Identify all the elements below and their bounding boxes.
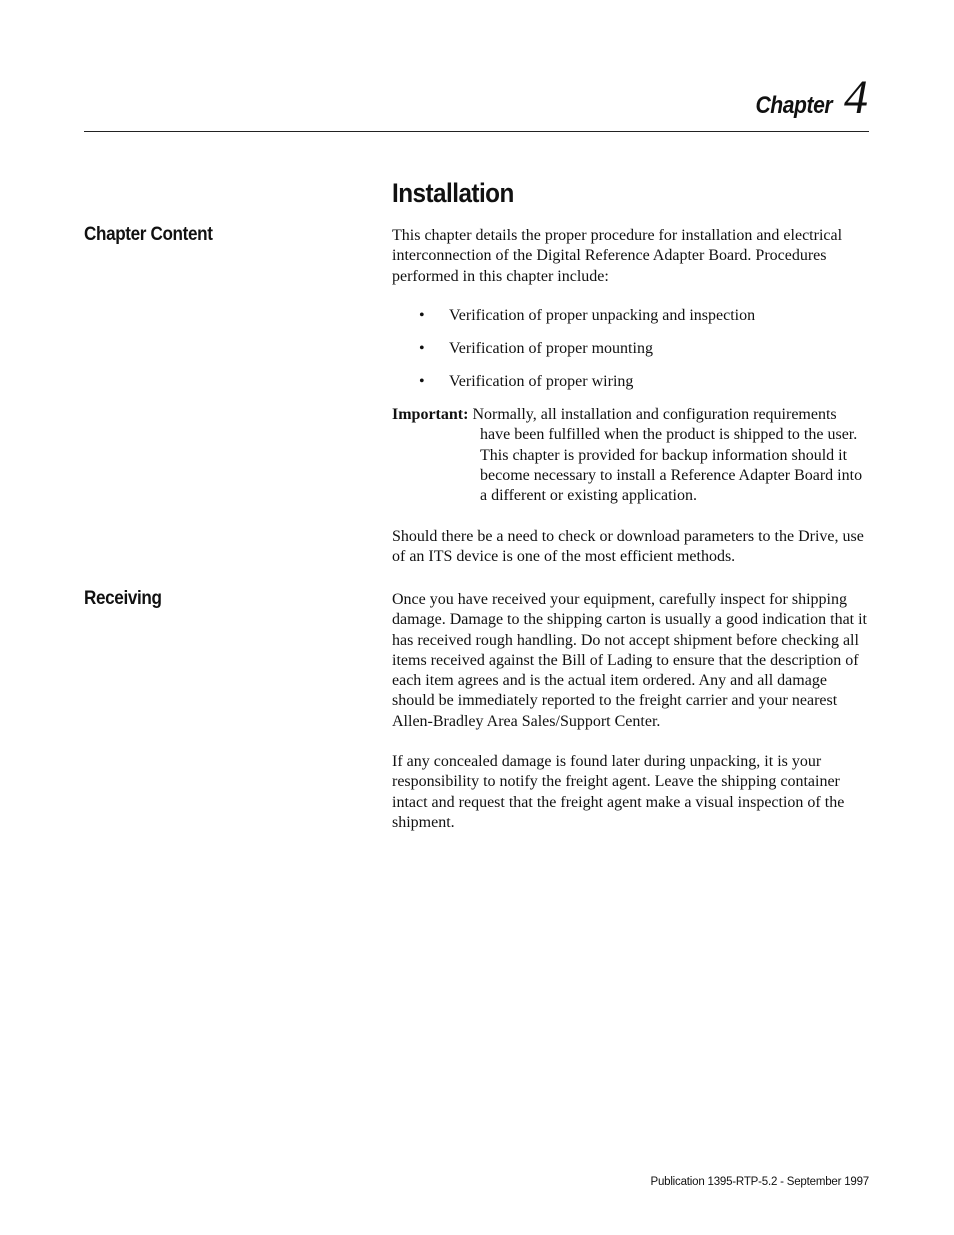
list-item: [392, 372, 870, 405]
important-text: Normally, all installation and configuration requirements have been fulfilled when the product is shipped to the user. This chapter is provided for backup information should it become necessary to install a Reference Adapter Board into a different or existing application.: [472, 406, 863, 505]
important-note: [392, 405, 870, 506]
section-heading-chapter-content: Chapter Content: [84, 224, 213, 245]
receiving-body: [392, 590, 870, 833]
header-rule: [84, 131, 869, 132]
receiving-paragraph-2: If any concealed damage is found later during unpacking, it is your responsibility to notify the freight agent. Leave the shipping container intact and request that the freight agent make a visual inspection of the shipment.: [392, 753, 845, 831]
intro-paragraph: This chapter details the proper procedure for installation and electrical interconnection of the Digital Reference Adapter Board. Procedures performed in this chapter include:: [392, 227, 843, 285]
page-title: Installation: [392, 178, 514, 208]
bullet-icon: •: [419, 373, 425, 390]
procedure-list: [392, 306, 870, 405]
chapter-number: 4: [844, 71, 868, 124]
bullet-icon: •: [419, 307, 425, 324]
chapter-content-closing: [392, 527, 870, 568]
important-label: Important:: [392, 406, 469, 423]
list-item-text: Verification of proper wiring: [449, 373, 634, 390]
bullet-icon: •: [419, 340, 425, 357]
closing-paragraph: Should there be a need to check or download parameters to the Drive, use of an ITS device is one of the most efficient methods.: [392, 528, 864, 566]
list-item-text: Verification of proper mounting: [449, 340, 653, 357]
chapter-header: [745, 71, 868, 124]
publication-footer: Publication 1395-RTP-5.2 - September 1997: [650, 1176, 869, 1188]
list-item: [392, 339, 870, 372]
receiving-paragraph-1: Once you have received your equipment, carefully inspect for shipping damage. Damage to the shipping carton is usually a good indication that it has received rough handling. Do not accept shipment before checking all items received against the Bill of Lading to ensure that the description of each item agrees and is the actual item ordered. Any and all damage should be immediately reported to the freight carrier and your nearest Allen-Bradley Area Sales/Support Center.: [392, 591, 867, 730]
section-heading-receiving: Receiving: [84, 588, 162, 609]
list-item: [392, 306, 870, 339]
list-item-text: Verification of proper unpacking and inspection: [449, 307, 756, 324]
chapter-content-intro: [392, 226, 870, 287]
chapter-label: Chapter: [755, 92, 832, 119]
